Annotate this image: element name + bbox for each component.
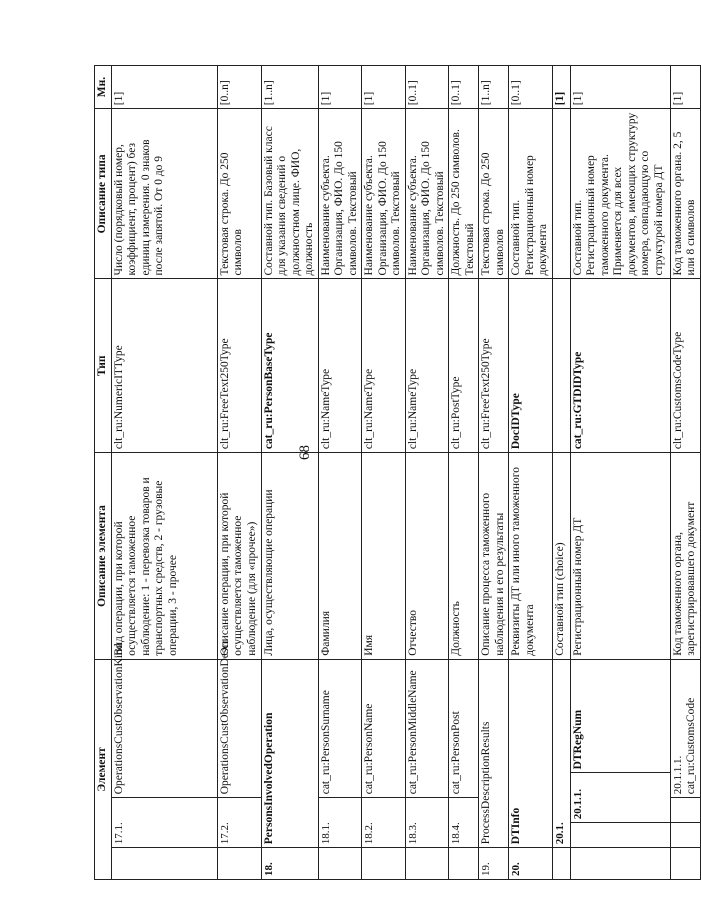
header-element-description: Описание элемента [95,453,112,660]
element-description: Должность [449,453,479,660]
row-number: 18.2. [362,798,406,848]
element-description: Описание процесса таможенного наблюдения и его результаты [479,453,509,660]
header-element: Элемент [95,659,112,879]
element-cell [670,659,700,798]
elements-table [94,65,701,880]
element-name: ProcessDescriptionResults [479,659,509,847]
header-type-description: Описание типа [95,109,112,279]
header-type: Тип [95,279,112,453]
type-name: clt_ru:FreeText250Type [479,279,509,453]
type-description: Составной тип. Регистрационный номер таможенного документа. Применяется для всех документов, имеющих структуру номера, совпадающую со структурой номера ДТ [570,109,670,279]
type-name: clt_ru:NameType [405,279,449,453]
row-number: 20.1.1. [570,773,670,823]
element-description: Имя [362,453,406,660]
element-name: PersonsInvolvedOperation [261,659,318,847]
row-number: 18.4. [449,798,479,848]
multiplicity: [1] [670,66,700,109]
table-row [552,66,570,880]
multiplicity: [0..1] [405,66,449,109]
multiplicity: [1..n] [479,66,509,109]
type-name: DocIDType [509,279,553,453]
type-name: clt_ru:CustomsCodeType [670,279,700,453]
type-description: Составной тип. Базовый класс для указания сведений о должностном лице. ФИО, должность [261,109,318,279]
multiplicity: [1] [570,66,670,109]
element-name: cat_ru:PersonName [362,659,406,798]
type-name: clt_ru:PostType [449,279,479,453]
type-description: Должность. До 250 символов. Текстовый [449,109,479,279]
element-description: Вид операции, при которой осуществляется таможенное наблюдение: 1 - перевозка товаров и транспортных средств, 2 - грузовые операции, 3 - прочее [111,453,217,660]
type-name: clt_ru:FreeText250Type [217,279,261,453]
table-row [570,66,670,880]
element-name: cat_ru:PersonSurname [318,659,362,798]
table-row [111,66,217,880]
row-number: 19. [479,848,509,880]
element-description: Код таможенного органа, зарегистрировавшего документ [670,453,700,660]
rotated-table-container [94,65,697,880]
table-row [479,66,509,880]
type-description: Текстовая строка. До 250 символов [217,109,261,279]
header-multiplicity: Мн. [95,66,112,109]
element-description: Регистрационный номер ДТ [570,453,670,660]
row-number: 20. [509,848,553,880]
element-name: DTInfo [509,659,553,847]
header-row [95,66,112,880]
table-row [509,66,553,880]
multiplicity: [1..n] [261,66,318,109]
multiplicity: [1] [111,66,217,109]
row-number: 20.1. [552,659,570,847]
table-row [217,66,261,880]
multiplicity: [1] [552,66,570,109]
table-row [318,66,362,880]
element-name: OperationsCustObservationDescr [217,659,261,798]
multiplicity: [1] [318,66,362,109]
element-name: cat_ru:PersonPost [449,659,479,798]
type-name: clt_ru:NameType [318,279,362,453]
element-description: Составной тип (choice) [552,453,570,660]
type-name: cat_ru:GTDIDType [570,279,670,453]
element-description: Лица, осуществляющие операции [261,453,318,660]
type-description: Наименование субъекта. Организация, ФИО. До 150 символов. Текстовый [318,109,362,279]
multiplicity: [0..n] [217,66,261,109]
row-number: 18.3. [405,798,449,848]
element-name: cat_ru:PersonMiddleName [405,659,449,798]
table-row [449,66,479,880]
element-description: Отчество [405,453,449,660]
row-number: 20.1.1.1. [671,755,684,795]
type-description: Составной тип. Регистрационный номер документа [509,109,553,279]
table-row [362,66,406,880]
element-description: Описание операции, при которой осуществляется таможенное наблюдение (для «прочее») [217,453,261,660]
type-description: Наименование субъекта. Организация, ФИО. До 150 символов. Текстовый [362,109,406,279]
table-row [261,66,318,880]
row-number: 17.1. [111,798,217,848]
row-number: 18. [261,848,318,880]
multiplicity: [0..1] [509,66,553,109]
table-row [405,66,449,880]
element-description: Фамилия [318,453,362,660]
element-name: DTRegNum [570,659,670,773]
multiplicity: [1] [362,66,406,109]
type-name: clt_ru:NameType [362,279,406,453]
type-name: cat_ru:PersonBaseType [261,279,318,453]
type-description: Число (порядковый номер, коэффициент, процент) без единиц измерения. 0 знаков после запятой. От 0 до 9 [111,109,217,279]
multiplicity: [0..1] [449,66,479,109]
type-name: clt_ru:NumericITType [111,279,217,453]
element-name: cat_ru:CustomsCode [685,697,697,795]
row-number: 18.1. [318,798,362,848]
element-name: OperationsCustObservationKind [111,659,217,798]
element-description: Реквизиты ДТ или иного таможенного документа [509,453,553,660]
type-description: Код таможенного органа. 2, 5 или 8 символов [670,109,700,279]
type-description: Наименование субъекта. Организация, ФИО. До 150 символов. Текстовый [405,109,449,279]
page-number: 68 [297,445,313,460]
table-row [670,66,700,880]
row-number: 17.2. [217,798,261,848]
type-description: Текстовая строка. До 250 символов [479,109,509,279]
